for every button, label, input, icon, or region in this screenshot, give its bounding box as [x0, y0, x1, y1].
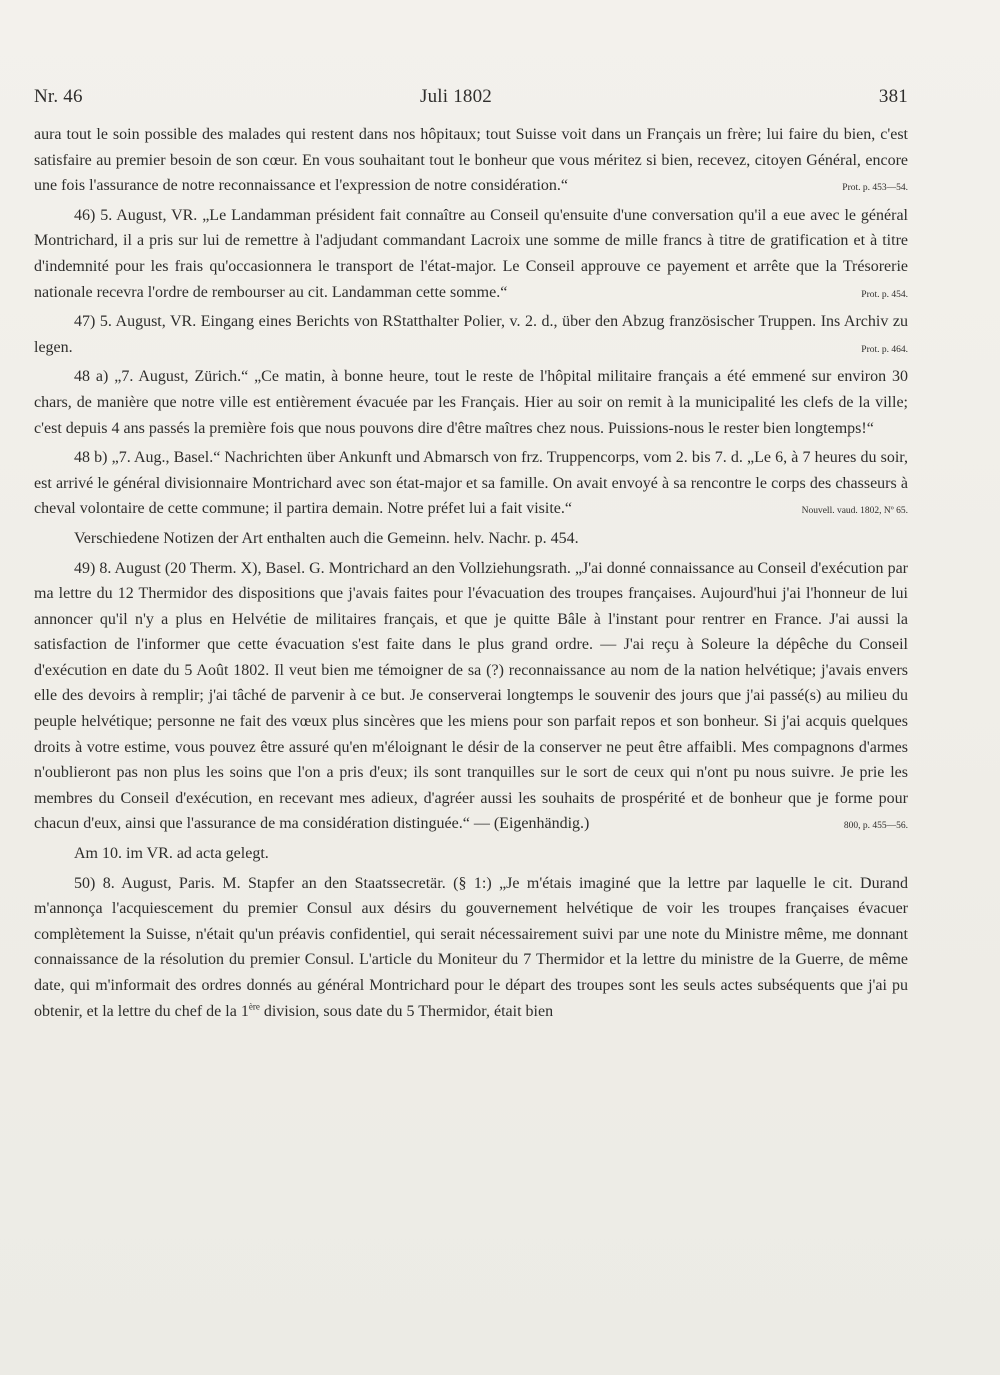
paragraph-text: 48 a) „7. August, Zürich.“ „Ce matin, à bonne heure, tout le reste de l'hôpital militaire français a été emmené sur environ 30 chars, de manière que notre ville est entièrement évacuée par les Français. Hier au soir on remit à la municipalité les clefs de la ville; c'est depuis 4 ans passés la première fois que nous pouvons dire d'être maîtres chez nous. Puissions-nous le rester bien longtemps!“	[34, 368, 908, 437]
paragraph-p46	[34, 203, 908, 305]
header-date: Juli 1802	[420, 86, 493, 107]
paragraph-50-superscript: ère	[248, 1001, 260, 1012]
source-reference: Prot. p. 454.	[861, 289, 908, 300]
paragraph-text: 47) 5. August, VR. Eingang eines Berichts von RStatthalter Polier, v. 2. d., über den Abzug französischer Truppen. Ins Archiv zu legen.	[34, 313, 908, 356]
paragraph-pnote	[34, 526, 908, 552]
source-reference: Prot. p. 464.	[861, 344, 908, 355]
paragraph-p48b	[34, 445, 908, 522]
paragraph-p0	[34, 122, 908, 199]
paragraph-50-text-before: 50) 8. August, Paris. M. Stapfer an den Staatssecretär. (§ 1:) „Je m'étais imaginé que la lettre par laquelle le cit. Durand m'annonça l'acquiescement du premier Consul aux désirs du gouvernement helvétique de voir les troupes françaises évacuer complètement la Suisse, n'était qu'un préavis confidentiel, qui serait nécessairement suivi par une note du Ministre même, me donnant connaissance de la résolution du premier Consul. L'article du Moniteur du 7 Thermidor et la lettre du ministre de la Guerre, de même date, qui m'informait des ordres donnés au général Montrichard pour le départ des troupes sont les seuls actes subséquents que j'ai pu obtenir, et la lettre du chef de la 1	[34, 874, 908, 1020]
paragraph-p49note	[34, 841, 908, 867]
source-reference-wrap	[842, 173, 908, 199]
paragraph-text: aura tout le soin possible des malades qui restent dans nos hôpitaux; tout Suisse voit dans un Français un frère; lui faire du bien, c'est satisfaire au premier besoin de son cœur. En vous souhaitant tout le bonheur que vous méritez si bien, recevez, citoyen Général, encore une fois l'assurance de notre reconnaissance et l'expression de notre considération.“	[34, 126, 908, 195]
page-header	[34, 86, 908, 116]
paragraph-50-text-after: division, sous date du 5 Thermidor, était bien	[259, 1002, 554, 1020]
source-reference-wrap	[781, 280, 908, 306]
source-reference: Prot. p. 453—54.	[842, 183, 908, 194]
paragraph-text: 46) 5. August, VR. „Le Landamman président fait connaître au Conseil qu'ensuite d'une conversation qu'il a eue avec le général Montrichard, il a pris sur lui de remettre à l'adjudant commandant Lacroix une somme de mille francs à titre de gratification et à titre d'indemnité pour les frais qu'occasionnera le transport de l'état-major. Le Conseil approuve ce payement et arrête que la Trésorerie nationale recevra l'ordre de rembourser au cit. Landamman cette somme.“	[34, 206, 908, 301]
document-number: Nr. 46	[34, 86, 83, 107]
paragraph-text: Verschiedene Notizen der Art enthalten auch die Gemeinn. helv. Nachr. p. 454.	[74, 529, 579, 547]
paragraph-p47	[34, 309, 908, 360]
paragraph-text: 49) 8. August (20 Therm. X), Basel. G. Montrichard an den Vollziehungsrath. „J'ai donné connaissance au Conseil d'exécution par ma lettre du 12 Thermidor des dispositions que j'avais faites pour l'évacuation des troupes françaises. Aujourd'hui j'ai l'honneur de lui annoncer qu'il n'y a plus en Helvétie de militaires français, et que je quitte Bâle à l'instant pour rentrer en France. J'ai aussi la satisfaction de l'informer que cette évacuation s'est faite dans le plus grand ordre. — J'ai reçu à Soleure la dépêche du Conseil d'exécution en date du 5 Août 1802. Il veut bien me témoigner de sa (?) reconnaissance au nom de la nation helvétique; j'avais envers elle des devoirs à remplir; j'ai tâché de parvenir à ce but. Je conserverai longtemps le souvenir des jours que j'ai passé(s) au milieu du peuple helvétique; personne ne fait des vœux plus sincères que les miens pour son parfait repos et son bonheur. Si j'ai acquis quelques droits à votre estime, vous pouvez être assuré qu'en m'éloignant le désir de la conserver ne peut être affaibli. Mes compagnons d'armes n'oublieront pas non plus les soins que l'on a pris d'eux; ils sont tranquilles sur le sort de ceux qui n'ont pu nous suivre. Je prie les membres du Conseil d'exécution, en recevant mes adieux, d'agréer aussi les souhaits de prospérité et de bonheur que je forme pour chacun d'eux, ainsi que l'assurance de ma considération distinguée.“ — (Eigenhändig.)	[34, 559, 908, 833]
source-reference: 800, p. 455—56.	[843, 821, 908, 832]
paragraph-text: 48 b) „7. Aug., Basel.“ Nachrichten über Ankunft und Abmarsch von frz. Truppencorps, vom 2. bis 7. d. „Le 6, à 7 heures du soir, est arrivé le général divisionnaire Montrichard avec son état-major et sa famille. On avait envoyé à sa rencontre le corps des chasseurs à cheval volontaire de cette commune; il partira demain. Notre préfet lui a fait visite.“	[34, 449, 908, 518]
paragraph-text: Am 10. im VR. ad acta gelegt.	[74, 845, 269, 863]
source-reference-wrap	[764, 811, 908, 837]
source-reference: Nouvell. vaud. 1802, Nº 65.	[801, 506, 908, 517]
paragraph-p49	[34, 556, 908, 838]
paragraph-p48a	[34, 364, 908, 441]
paragraph-50	[34, 871, 908, 1025]
source-reference-wrap	[722, 496, 908, 522]
body-text	[34, 122, 908, 1028]
source-reference-wrap	[781, 335, 908, 361]
page-number: 381	[878, 86, 908, 107]
